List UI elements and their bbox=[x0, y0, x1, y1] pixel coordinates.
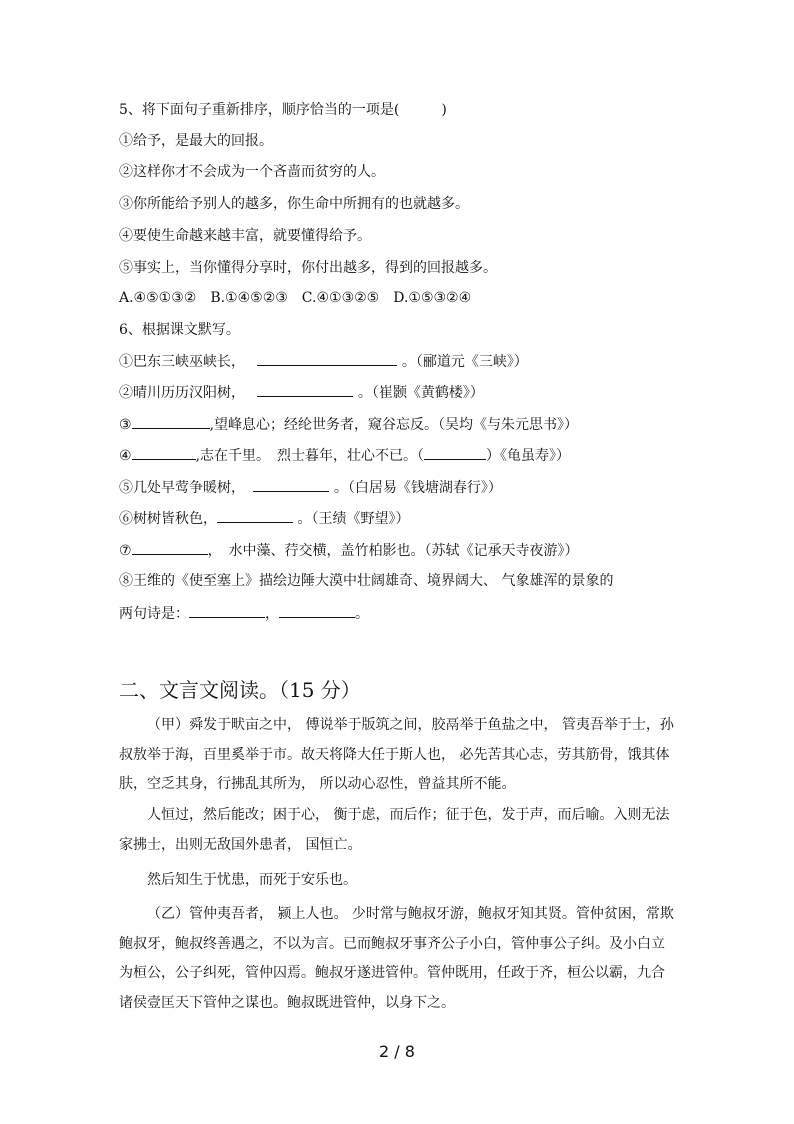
q6-line-1-source: 。（郦道元《三峡》） bbox=[401, 354, 528, 370]
q5-item-2: ②这样你才不会成为一个吝啬而贫穷的人。 bbox=[119, 164, 385, 180]
answer-blank-5[interactable] bbox=[424, 445, 486, 460]
q6-line-7 bbox=[119, 540, 579, 561]
q6-line-9-comma: ， bbox=[265, 606, 279, 622]
answer-blank-8[interactable] bbox=[132, 540, 208, 555]
q6-line-8: ⑧王维的《使至塞上》描绘边陲大漠中壮阔雄奇、境界阔大、 气象雄浑的景象的 bbox=[119, 573, 614, 589]
q5-options: A.④⑤①③② B.①④⑤②③ C.④①③②⑤ D.①⑤③②④ bbox=[119, 290, 472, 306]
q6-line-5-prompt: ⑤几处早莺争暖树， bbox=[119, 480, 245, 496]
answer-blank-7[interactable] bbox=[217, 508, 293, 523]
q5-item-3: ③你所能给予别人的越多，你生命中所拥有的也就越多。 bbox=[119, 196, 469, 212]
passage-yi-p1: （乙）管仲夷吾者， 颍上人也。 少时常与鲍叔牙游，鲍叔牙知其贤。管仲贫困，常欺鲍叔牙，鲍叔终善遇之，不以为言。已而鲍叔牙事齐公子小白，管仲事公子纠。及小白立为桓公，公子纠死，管仲囚焉。鲍叔牙遂进管仲。管仲既用，任政于齐，桓公以霸，九合诸侯壹匡天下管仲之谋也。鲍叔既进管仲，以身下之。 bbox=[119, 906, 674, 1011]
q6-line-4-num: ④ bbox=[119, 448, 132, 464]
answer-blank-4[interactable] bbox=[132, 445, 196, 460]
passage-jia-p1: （甲）舜发于畎亩之中， 傅说举于版筑之间，胶鬲举于鱼盐之中， 管夷吾举于士，孙叔敖举于海，百里奚举于市。故天将降大任于斯人也， 必先苦其心志，劳其筋骨，饿其体肤，空乏其身，行拂乱其所为， 所以动心忍性，曾益其所不能。 bbox=[119, 717, 674, 792]
q6-line-5-source: 。（白居易《钱塘湖春行》） bbox=[333, 480, 502, 496]
q5-item-4: ④要使生命越来越丰富，就要懂得给予。 bbox=[119, 228, 371, 244]
q6-line-6-prompt: ⑥树树皆秋色， bbox=[119, 511, 217, 527]
q6-line-2 bbox=[119, 382, 484, 403]
section-heading: 二、文言文阅读。（15 分） bbox=[119, 678, 361, 702]
q6-line-4-text: ,志在千里。 烈士暮年，壮心不已。（ bbox=[195, 448, 425, 464]
answer-blank-2[interactable] bbox=[257, 382, 353, 397]
q6-line-2-prompt: ②晴川历历汉阳树， bbox=[119, 385, 245, 401]
q6-line-6 bbox=[119, 508, 409, 529]
q6-line-9-prompt: 两句诗是： bbox=[119, 606, 189, 622]
q6-line-7-num: ⑦ bbox=[119, 543, 132, 559]
q6-line-3 bbox=[119, 414, 578, 435]
q6-line-2-source: 。（崔颢《黄鹤楼》） bbox=[357, 385, 484, 401]
q6-line-1-prompt: ①巴东三峡巫峡长， bbox=[119, 354, 245, 370]
q5-stem: 5、将下面句子重新排序，顺序恰当的一项是( ) bbox=[119, 102, 447, 118]
q5-item-5: ⑤事实上，当你懂得分享时，你付出越多，得到的回报越多。 bbox=[119, 260, 497, 276]
q6-line-6-source: 。（王绩《野望》） bbox=[297, 511, 410, 527]
answer-blank-6[interactable] bbox=[253, 477, 329, 492]
passage-jia-p3: 然后知生于忧患，而死于安乐也。 bbox=[147, 872, 357, 888]
q6-line-9 bbox=[119, 603, 369, 624]
answer-blank-1[interactable] bbox=[257, 351, 397, 366]
q6-line-4 bbox=[119, 445, 570, 466]
q6-line-1 bbox=[119, 351, 528, 372]
q6-line-4-source: ）《龟虽寿》） bbox=[486, 448, 571, 464]
q6-stem: 6、根据课文默写。 bbox=[119, 322, 240, 338]
answer-blank-3[interactable] bbox=[132, 414, 210, 429]
q6-line-5 bbox=[119, 477, 502, 498]
answer-blank-10[interactable] bbox=[279, 603, 355, 618]
q6-line-7-text: ， 水中藻、荇交横，盖竹柏影也。（苏轼《记承天寺夜游》） bbox=[207, 543, 579, 559]
answer-blank-9[interactable] bbox=[189, 603, 265, 618]
passage-jia-p2: 人恒过，然后能改；困于心， 衡于虑，而后作；征于色，发于声，而后喻。入则无法家拂士，出则无敌国外患者， 国恒亡。 bbox=[119, 807, 670, 853]
q6-line-9-end: 。 bbox=[355, 606, 369, 622]
q5-item-1: ①给予，是最大的回报。 bbox=[119, 133, 273, 149]
q6-line-3-num: ③ bbox=[119, 417, 132, 433]
page-number: 2 / 8 bbox=[379, 1042, 415, 1061]
q6-line-3-text: ,望峰息心；经纶世务者，窥谷忘反。（吴均《与朱元思书》） bbox=[209, 417, 579, 433]
